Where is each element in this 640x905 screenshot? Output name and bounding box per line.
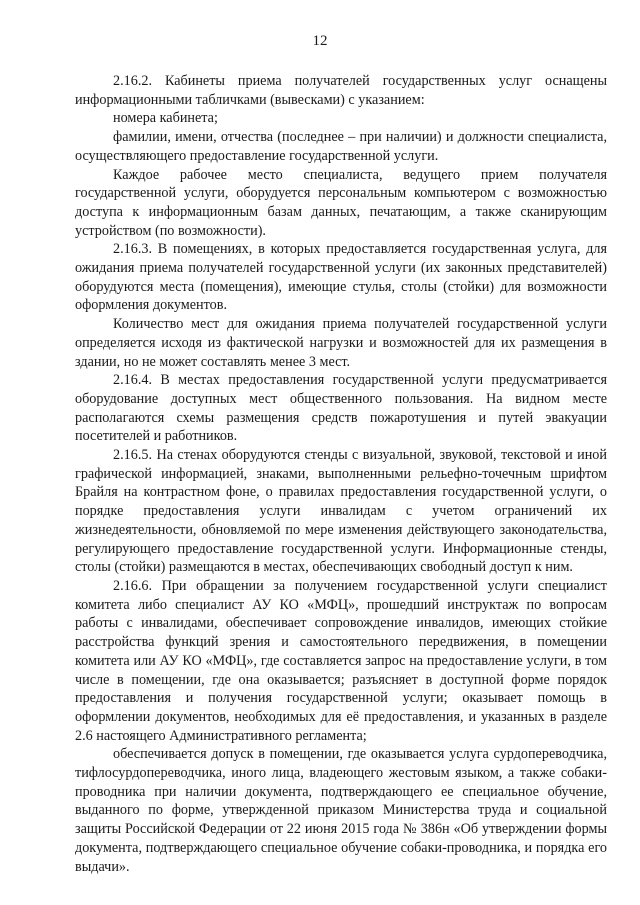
- paragraph-2-16-4: 2.16.4. В местах предоставления государственной услуги предусматривается оборудование доступных мест общественного пользования. На видном месте располагаются схемы размещения средств пожаротушения и путей эвакуации посетителей и работников.: [75, 372, 607, 445]
- list-item-specialist-name: фамилии, имени, отчества (последнее – при наличии) и должности специалиста, осуществляющего предоставление государственной услуги.: [75, 129, 607, 164]
- paragraph-2-16-2: 2.16.2. Кабинеты приема получателей государственных услуг оснащены информационными табличками (вывесками) с указанием:: [75, 73, 607, 108]
- paragraph-2-16-3: 2.16.3. В помещениях, в которых предоставляется государственная услуга, для ожидания приема получателей государственной услуги (их законных представителей) оборудуются места (помещения), имеющие стулья, столы (стойки) для возможности оформления документов.: [75, 241, 607, 314]
- paragraph-2-16-5: 2.16.5. На стенах оборудуются стенды с визуальной, звуковой, текстовой и иной графической информацией, знаками, выполненными рельефно-точечным шрифтом Брайля на контрастном фоне, о правилах предоставления государственной услуги, о порядке предоставления услуги инвалидам с учетом ограничений их жизнедеятельности, обновляемой по мере изменения действующего законодательства, регулирующего предоставление государственной услуги. Информационные стенды, столы (стойки) размещаются в местах, обеспечивающих свободный доступ к ним.: [75, 447, 607, 576]
- paragraph-waiting-places: Количество мест для ожидания приема получателей государственной услуги определяется исходя из фактической нагрузки и возможностей для их размещения в здании, но не может составлять менее 3 мест.: [75, 316, 607, 370]
- page-number: 12: [312, 33, 328, 49]
- paragraph-2-16-6: 2.16.6. При обращении за получением государственной услуги специалист комитета либо специалист АУ КО «МФЦ», прошедший инструктаж по вопросам работы с инвалидами, обеспечивает сопровождение инвалидов, имеющих стойкие расстройства функций зрения и самостоятельного передвижения, в помещении комитета или АУ КО «МФЦ», где составляется запрос на предоставление услуги, в том числе в помещении, где она оказывается; разъясняет в доступной форме порядок предоставления и получения государственной услуги; оказывает помощь в оформлении документов, необходимых для её предоставления, и указанных в разделе 2.6 настоящего Административного регламента;: [75, 577, 607, 744]
- document-body: [75, 72, 607, 876]
- list-item-room-number: номера кабинета;: [113, 110, 218, 127]
- paragraph-workplace-equipment: Каждое рабочее место специалиста, ведущего прием получателя государственной услуги, оборудуется персональным компьютером с возможностью доступа к информационным базам данных, печатающим, а также сканирующим устройством (по возможности).: [75, 166, 607, 239]
- paragraph-access-provision: обеспечивается допуск в помещении, где оказывается услуга сурдопереводчика, тифлосурдопереводчика, иного лица, владеющего жестовым языком, а также собаки-проводника при наличии документа, подтверждающего ее специальное обучение, выданного по форме, утвержденной приказом Министерства труда и социальной защиты Российской Федерации от 22 июня 2015 года № 386н «Об утверждении формы документа, подтверждающего специальное обучение собаки-проводника, и порядка его выдачи».: [75, 746, 607, 875]
